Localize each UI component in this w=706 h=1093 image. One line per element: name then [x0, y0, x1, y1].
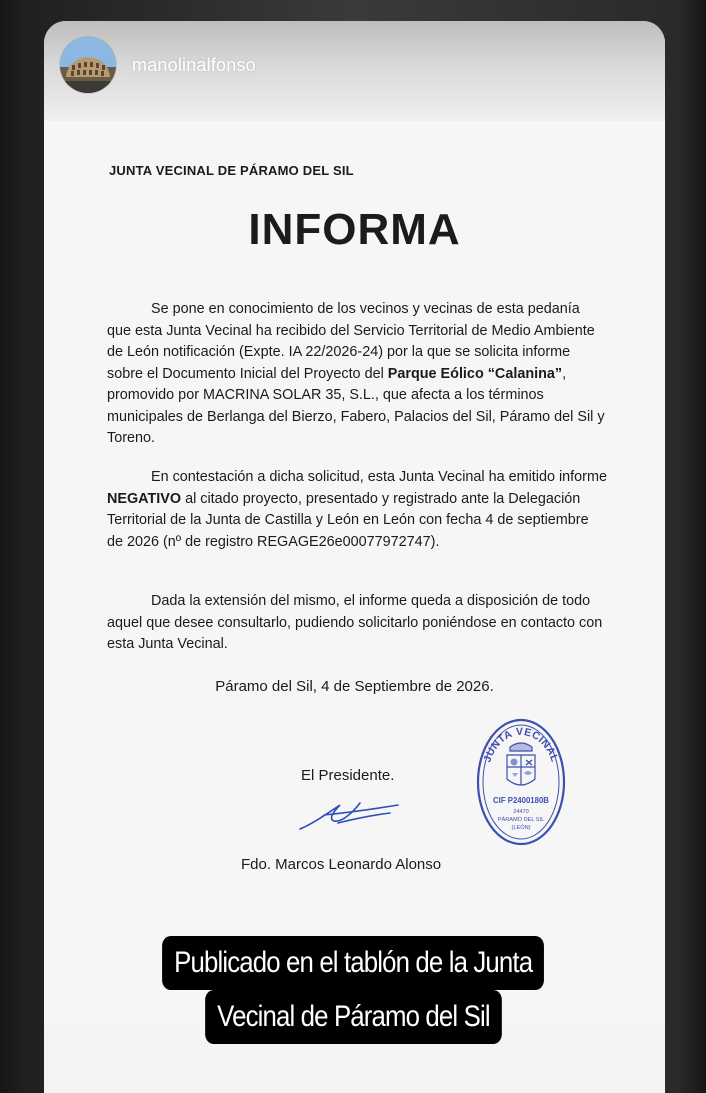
caption-line-1: Publicado en el tablón de la Junta: [162, 936, 544, 990]
paragraph-1-text-a: Se pone en conocimiento de los vecinos y vecinas de esta pedanía que esta Junta Vecinal ha recibido del Servicio Territorial de Medio Ambiente de León notificación (Expte. IA 22/2026-24) por la que se solicita informe sobre el Documento Inicial del Proyecto del: [107, 301, 595, 382]
paragraph-1-bold: Parque Eólico “Calanina”: [387, 365, 563, 382]
handwritten-signature-icon: [294, 793, 404, 833]
president-label: El Presidente.: [301, 767, 395, 784]
seal-postal-code: 24470: [513, 809, 529, 815]
caption-line-2: Vecinal de Páramo del Sil: [205, 990, 502, 1044]
document-organization: JUNTA VECINAL DE PÁRAMO DEL SIL: [109, 163, 354, 178]
story-card[interactable]: [44, 21, 665, 1093]
official-seal-icon: [474, 717, 568, 847]
paragraph-2-text-a: En contestación a dicha solicitud, esta Junta Vecinal ha emitido informe: [151, 469, 607, 485]
svg-text:JUNTA VECINAL: JUNTA VECINAL: [481, 725, 561, 764]
profile-avatar[interactable]: [60, 37, 116, 93]
paragraph-notification: [107, 299, 607, 450]
paragraph-response: [107, 467, 607, 553]
seal-province: (LEÓN): [511, 825, 531, 831]
paragraph-2-text-b: al citado proyecto, presentado y registrado ante la Delegación Territorial de la Junta de Castilla y León en León con fecha 4 de septiembre de 2026 (nº de registro REGAGE26e00077972747).: [107, 490, 589, 550]
place-and-date: Páramo del Sil, 4 de Septiembre de 2026.: [215, 678, 494, 695]
story-username[interactable]: manolinalfonso: [132, 55, 256, 75]
signer-name: Fdo. Marcos Leonardo Alonso: [241, 856, 442, 873]
seal-place: PÁRAMO DEL SIL: [497, 817, 545, 823]
paragraph-1-text-b: , promovido por MACRINA SOLAR 35, S.L., que afecta a los términos municipales de Berlanga del Bierzo, Fabero, Palacios del Sil, Páramo del Sil y Toreno.: [107, 365, 605, 446]
paragraph-availability: Dada la extensión del mismo, el informe queda a disposición de todo aquel que desee consultarlo, pudiendo solicitarlo poniéndose en contacto con esta Junta Vecinal.: [107, 593, 603, 652]
colosseum-photo-icon: [60, 37, 116, 93]
story-header: [44, 21, 665, 121]
paragraph-2-bold: NEGATIVO: [107, 490, 182, 507]
document-title: INFORMA: [248, 205, 461, 254]
seal-cif-text: CIF P2400180B: [493, 796, 549, 805]
notice-document: [44, 121, 665, 1026]
